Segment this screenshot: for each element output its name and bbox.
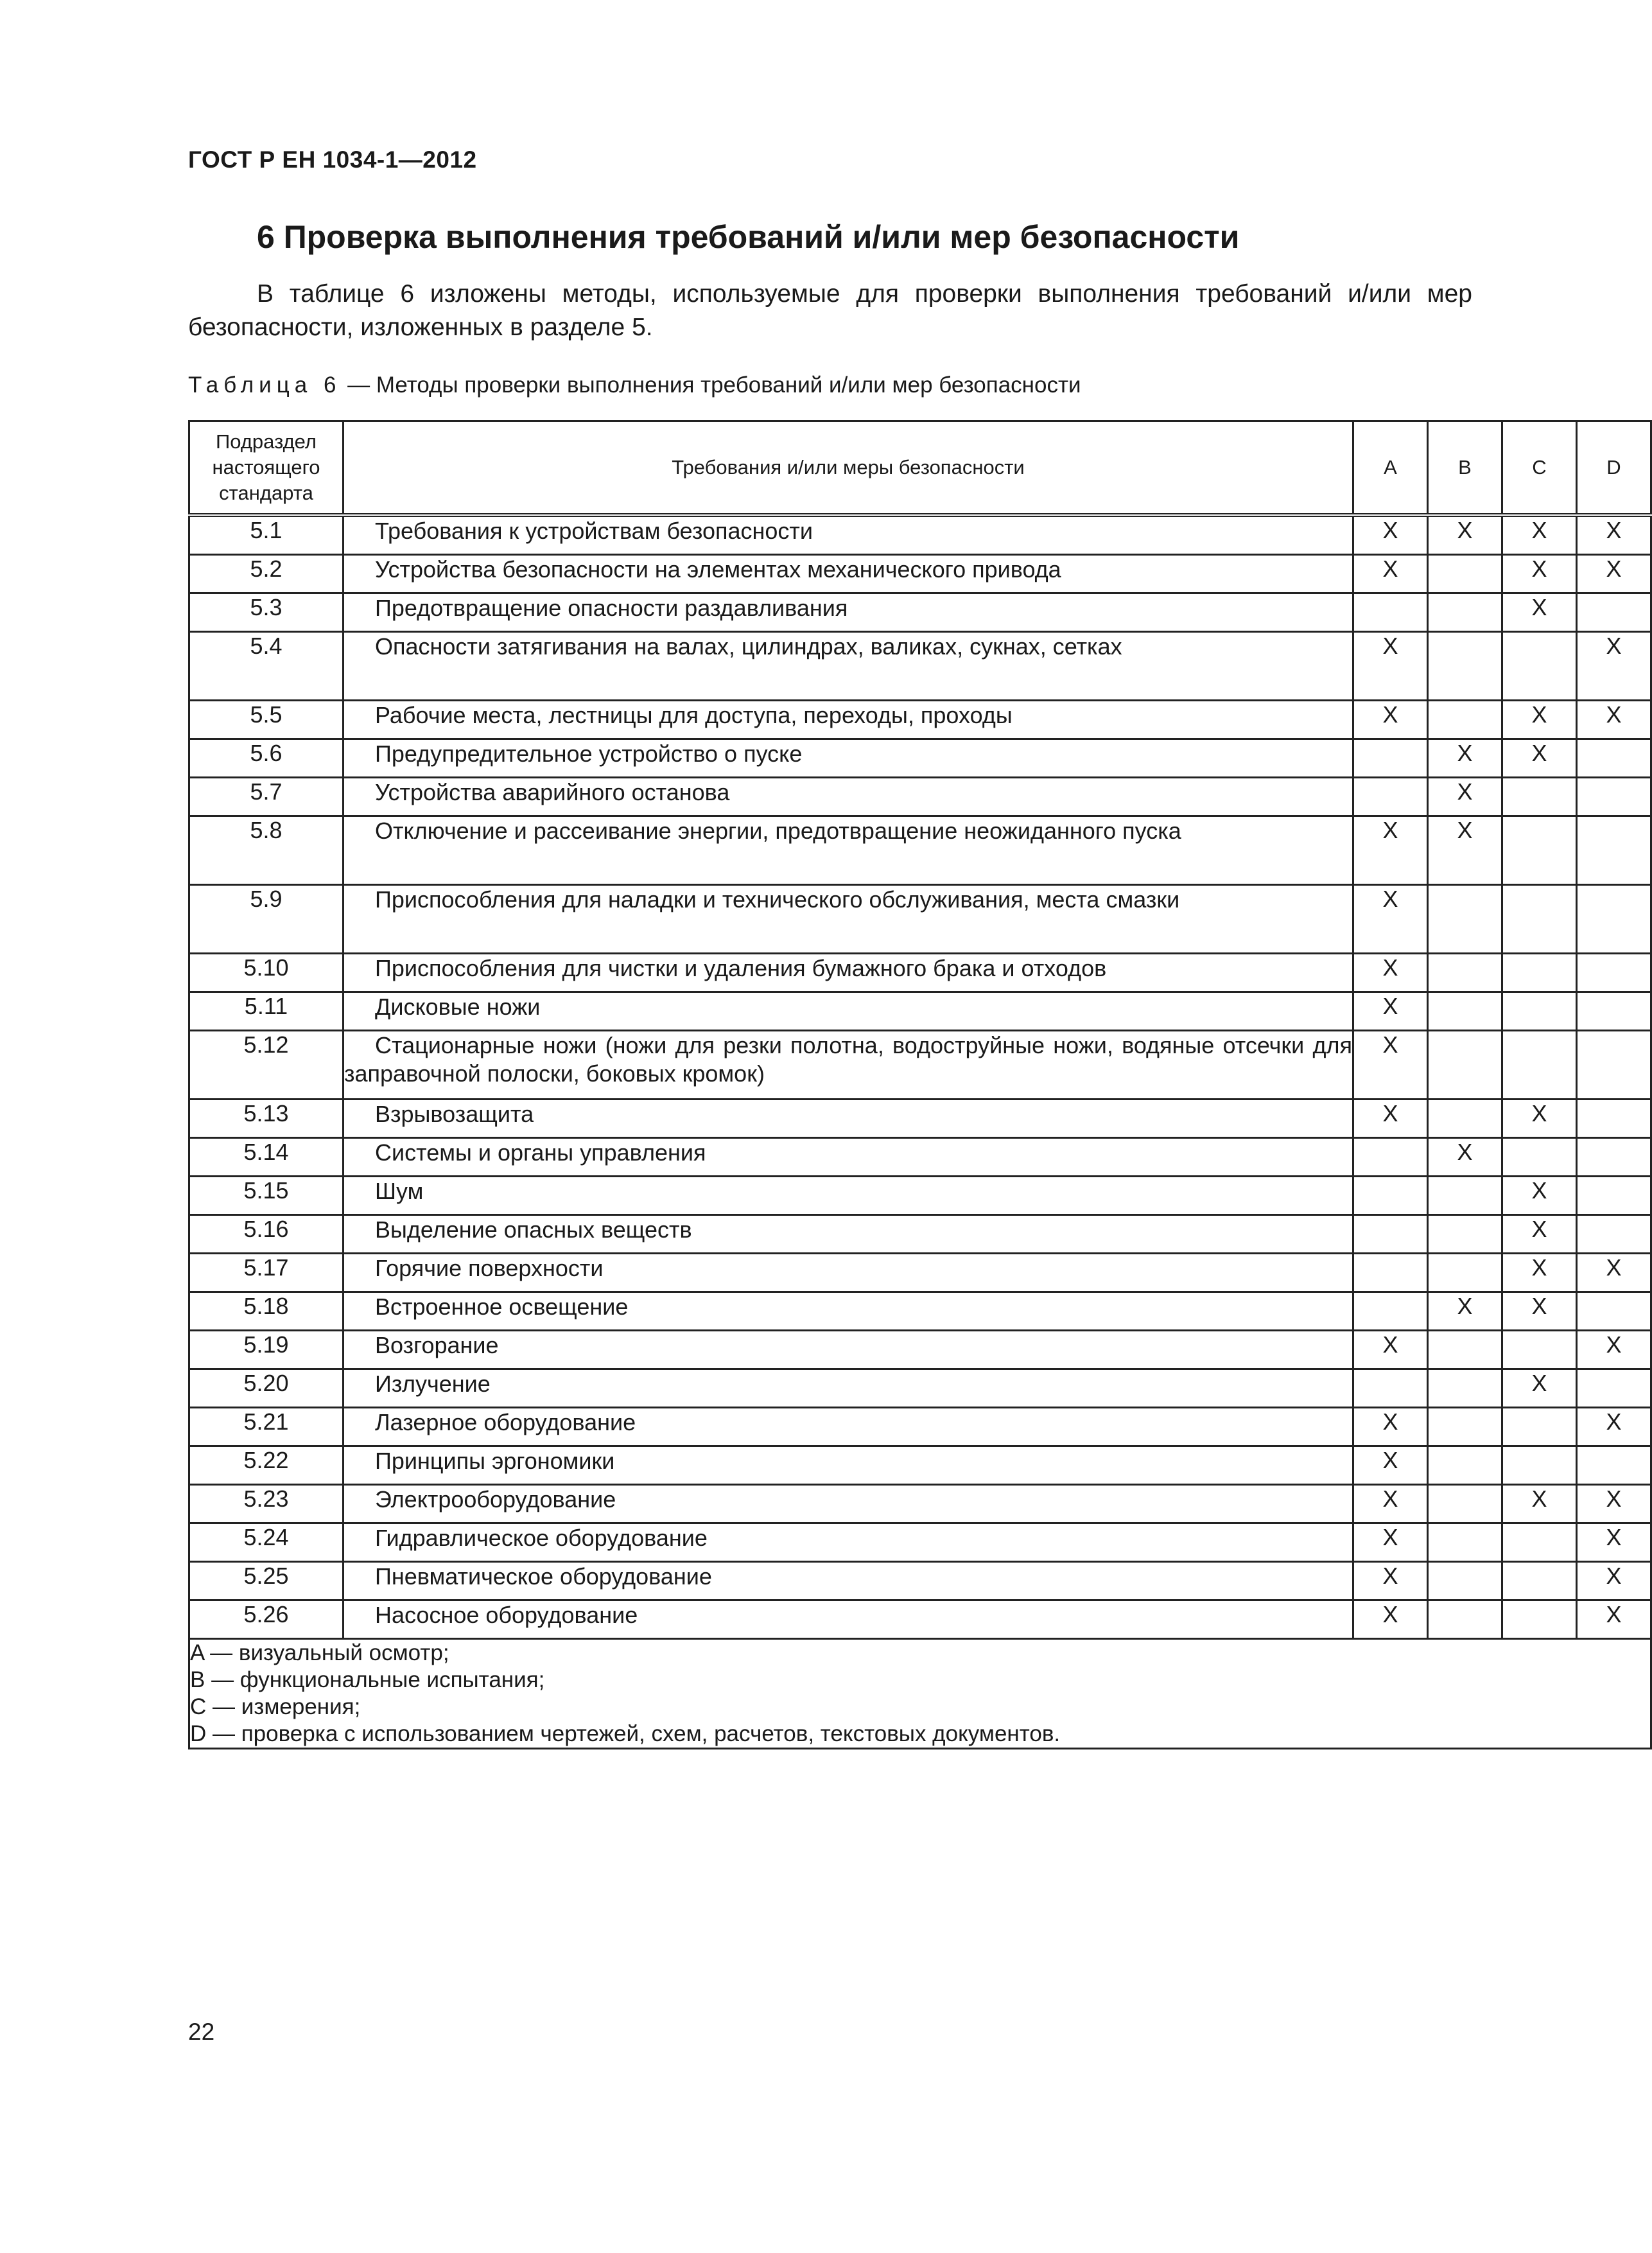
method-a-cell bbox=[1353, 778, 1428, 816]
table-caption bbox=[188, 373, 1081, 398]
subsection-cell: 5.3 bbox=[189, 593, 343, 632]
requirement-cell bbox=[343, 1100, 1353, 1138]
legend-item: D — проверка с использованием чертежей, схем, расчетов, текстовых документов. bbox=[190, 1721, 1061, 1746]
method-a-cell: X bbox=[1353, 701, 1428, 739]
subsection-cell: 5.16 bbox=[189, 1215, 343, 1254]
method-a-cell: X bbox=[1353, 1408, 1428, 1446]
method-d-cell: X bbox=[1577, 1331, 1651, 1369]
subsection-cell: 5.25 bbox=[189, 1562, 343, 1600]
requirement-text: Излучение bbox=[375, 1371, 491, 1397]
method-b-cell bbox=[1428, 555, 1502, 593]
requirement-cell bbox=[343, 1523, 1353, 1562]
method-a-cell bbox=[1353, 593, 1428, 632]
requirement-cell bbox=[343, 1215, 1353, 1254]
requirement-cell bbox=[343, 1446, 1353, 1485]
subsection-cell: 5.15 bbox=[189, 1177, 343, 1215]
method-c-cell: X bbox=[1502, 1254, 1577, 1292]
subsection-cell: 5.11 bbox=[189, 992, 343, 1031]
header-method-a: A bbox=[1353, 421, 1428, 516]
method-d-cell: X bbox=[1577, 555, 1651, 593]
subsection-cell: 5.9 bbox=[189, 885, 343, 954]
table-row bbox=[189, 632, 1651, 701]
requirement-text: Устройства аварийного останова bbox=[375, 779, 730, 805]
requirement-cell bbox=[343, 1138, 1353, 1177]
method-c-cell: X bbox=[1502, 593, 1577, 632]
method-a-cell: X bbox=[1353, 515, 1428, 555]
method-a-cell bbox=[1353, 1254, 1428, 1292]
method-b-cell: X bbox=[1428, 515, 1502, 555]
subsection-cell: 5.13 bbox=[189, 1100, 343, 1138]
method-b-cell bbox=[1428, 1177, 1502, 1215]
method-a-cell: X bbox=[1353, 632, 1428, 701]
requirement-text: Шум bbox=[375, 1178, 424, 1204]
requirement-cell bbox=[343, 885, 1353, 954]
method-d-cell bbox=[1577, 739, 1651, 778]
method-c-cell bbox=[1502, 1138, 1577, 1177]
method-c-cell bbox=[1502, 816, 1577, 885]
method-a-cell: X bbox=[1353, 1600, 1428, 1639]
table-row bbox=[189, 1369, 1651, 1408]
method-b-cell: X bbox=[1428, 1138, 1502, 1177]
table-row bbox=[189, 739, 1651, 778]
requirement-cell bbox=[343, 1600, 1353, 1639]
method-a-cell: X bbox=[1353, 1331, 1428, 1369]
requirement-cell bbox=[343, 1031, 1353, 1100]
table-row bbox=[189, 778, 1651, 816]
method-b-cell bbox=[1428, 1331, 1502, 1369]
subsection-cell: 5.4 bbox=[189, 632, 343, 701]
method-d-cell: X bbox=[1577, 1485, 1651, 1523]
document-code: ГОСТ Р ЕН 1034-1—2012 bbox=[188, 146, 477, 173]
table-row bbox=[189, 816, 1651, 885]
legend-item: C — измерения; bbox=[190, 1694, 361, 1719]
method-d-cell: X bbox=[1577, 1408, 1651, 1446]
table-row bbox=[189, 1138, 1651, 1177]
verification-methods-table bbox=[188, 420, 1652, 1749]
method-a-cell: X bbox=[1353, 1446, 1428, 1485]
method-a-cell: X bbox=[1353, 816, 1428, 885]
requirement-text: Насосное оборудование bbox=[375, 1602, 638, 1628]
requirement-text: Приспособления для чистки и удаления бумажного брака и отходов bbox=[375, 955, 1107, 981]
requirement-text: Лазерное оборудование bbox=[375, 1409, 636, 1435]
method-a-cell: X bbox=[1353, 954, 1428, 992]
table-row bbox=[189, 1177, 1651, 1215]
requirement-cell bbox=[343, 778, 1353, 816]
method-c-cell: X bbox=[1502, 1177, 1577, 1215]
table-row bbox=[189, 515, 1651, 555]
header-method-c: C bbox=[1502, 421, 1577, 516]
requirement-text: Электрооборудование bbox=[375, 1486, 616, 1512]
subsection-cell: 5.1 bbox=[189, 515, 343, 555]
method-c-cell bbox=[1502, 1446, 1577, 1485]
requirement-text: Принципы эргономики bbox=[375, 1448, 615, 1474]
requirement-cell bbox=[343, 632, 1353, 701]
method-b-cell bbox=[1428, 593, 1502, 632]
method-c-cell: X bbox=[1502, 555, 1577, 593]
requirement-text: Дисковые ножи bbox=[375, 994, 541, 1020]
requirement-cell bbox=[343, 1369, 1353, 1408]
requirement-text: Приспособления для наладки и технического обслуживания, места смазки bbox=[375, 886, 1180, 913]
method-d-cell: X bbox=[1577, 632, 1651, 701]
header-subsection: Подраздел настоящего стандарта bbox=[189, 421, 343, 516]
method-b-cell bbox=[1428, 1523, 1502, 1562]
method-a-cell bbox=[1353, 1177, 1428, 1215]
requirement-text: Взрывозащита bbox=[375, 1101, 534, 1127]
table-row bbox=[189, 954, 1651, 992]
requirement-cell bbox=[343, 515, 1353, 555]
legend-row bbox=[189, 1639, 1651, 1749]
table-row bbox=[189, 1446, 1651, 1485]
method-d-cell bbox=[1577, 1177, 1651, 1215]
method-c-cell: X bbox=[1502, 1292, 1577, 1331]
method-a-cell: X bbox=[1353, 885, 1428, 954]
method-d-cell bbox=[1577, 1369, 1651, 1408]
table-row bbox=[189, 1100, 1651, 1138]
intro-paragraph: В таблице 6 изложены методы, используемые для проверки выполнения требований и/или мер безопасности, изложенных в разделе 5. bbox=[188, 280, 1472, 341]
table-caption-label: Таблица 6 bbox=[188, 373, 342, 398]
method-b-cell bbox=[1428, 1600, 1502, 1639]
subsection-cell: 5.24 bbox=[189, 1523, 343, 1562]
subsection-cell: 5.14 bbox=[189, 1138, 343, 1177]
header-method-b: B bbox=[1428, 421, 1502, 516]
method-c-cell: X bbox=[1502, 701, 1577, 739]
table-row bbox=[189, 1600, 1651, 1639]
method-d-cell bbox=[1577, 778, 1651, 816]
method-b-cell bbox=[1428, 1446, 1502, 1485]
requirement-text: Отключение и рассеивание энергии, предотвращение неожиданного пуска bbox=[375, 818, 1181, 844]
method-c-cell: X bbox=[1502, 1369, 1577, 1408]
method-c-cell: X bbox=[1502, 739, 1577, 778]
method-a-cell: X bbox=[1353, 1562, 1428, 1600]
requirement-text: Предупредительное устройство о пуске bbox=[375, 741, 803, 767]
method-a-cell: X bbox=[1353, 1100, 1428, 1138]
method-a-cell: X bbox=[1353, 555, 1428, 593]
method-c-cell bbox=[1502, 885, 1577, 954]
method-c-cell bbox=[1502, 954, 1577, 992]
method-c-cell bbox=[1502, 1031, 1577, 1100]
table-row bbox=[189, 885, 1651, 954]
method-b-cell bbox=[1428, 1100, 1502, 1138]
method-a-cell: X bbox=[1353, 1523, 1428, 1562]
method-a-cell: X bbox=[1353, 992, 1428, 1031]
subsection-cell: 5.2 bbox=[189, 555, 343, 593]
requirement-cell bbox=[343, 1331, 1353, 1369]
requirement-text: Рабочие места, лестницы для доступа, переходы, проходы bbox=[375, 702, 1013, 728]
subsection-cell: 5.23 bbox=[189, 1485, 343, 1523]
method-b-cell bbox=[1428, 632, 1502, 701]
requirement-text: Пневматическое оборудование bbox=[375, 1563, 712, 1590]
method-d-cell bbox=[1577, 1446, 1651, 1485]
method-a-cell bbox=[1353, 1215, 1428, 1254]
method-b-cell bbox=[1428, 954, 1502, 992]
legend-cell bbox=[189, 1639, 1651, 1749]
method-c-cell bbox=[1502, 1600, 1577, 1639]
method-d-cell bbox=[1577, 593, 1651, 632]
method-c-cell bbox=[1502, 1331, 1577, 1369]
method-b-cell bbox=[1428, 701, 1502, 739]
method-d-cell bbox=[1577, 1215, 1651, 1254]
method-d-cell: X bbox=[1577, 701, 1651, 739]
requirement-text: Выделение опасных веществ bbox=[375, 1216, 692, 1243]
requirement-text: Устройства безопасности на элементах механического привода bbox=[375, 556, 1061, 583]
table-row bbox=[189, 701, 1651, 739]
subsection-cell: 5.26 bbox=[189, 1600, 343, 1639]
method-c-cell bbox=[1502, 1408, 1577, 1446]
subsection-cell: 5.7 bbox=[189, 778, 343, 816]
requirement-text: Гидравлическое оборудование bbox=[375, 1525, 708, 1551]
method-b-cell bbox=[1428, 885, 1502, 954]
table-row bbox=[189, 1562, 1651, 1600]
method-d-cell: X bbox=[1577, 1562, 1651, 1600]
subsection-cell: 5.8 bbox=[189, 816, 343, 885]
requirement-text: Встроенное освещение bbox=[375, 1293, 629, 1320]
subsection-cell: 5.19 bbox=[189, 1331, 343, 1369]
requirement-text: Горячие поверхности bbox=[375, 1255, 604, 1281]
table-row bbox=[189, 593, 1651, 632]
method-b-cell: X bbox=[1428, 816, 1502, 885]
method-d-cell: X bbox=[1577, 1600, 1651, 1639]
method-b-cell: X bbox=[1428, 778, 1502, 816]
table-row bbox=[189, 1254, 1651, 1292]
subsection-cell: 5.22 bbox=[189, 1446, 343, 1485]
table-row bbox=[189, 992, 1651, 1031]
requirement-cell bbox=[343, 739, 1353, 778]
table-row bbox=[189, 1408, 1651, 1446]
table-caption-text: — Методы проверки выполнения требований и/или мер безопасности bbox=[341, 373, 1081, 398]
method-b-cell bbox=[1428, 1369, 1502, 1408]
table-row bbox=[189, 1292, 1651, 1331]
method-c-cell bbox=[1502, 1523, 1577, 1562]
requirement-cell bbox=[343, 701, 1353, 739]
method-d-cell bbox=[1577, 816, 1651, 885]
method-d-cell bbox=[1577, 1031, 1651, 1100]
method-b-cell: X bbox=[1428, 1292, 1502, 1331]
legend-item: B — функциональные испытания; bbox=[190, 1667, 545, 1692]
requirement-cell bbox=[343, 992, 1353, 1031]
section-title: 6 Проверка выполнения требований и/или мер безопасности bbox=[257, 219, 1240, 255]
method-c-cell: X bbox=[1502, 515, 1577, 555]
method-d-cell bbox=[1577, 992, 1651, 1031]
requirement-cell bbox=[343, 593, 1353, 632]
method-c-cell bbox=[1502, 1562, 1577, 1600]
subsection-cell: 5.18 bbox=[189, 1292, 343, 1331]
method-d-cell: X bbox=[1577, 515, 1651, 555]
method-a-cell bbox=[1353, 1138, 1428, 1177]
method-b-cell: X bbox=[1428, 739, 1502, 778]
subsection-cell: 5.17 bbox=[189, 1254, 343, 1292]
requirement-cell bbox=[343, 1485, 1353, 1523]
page-number: 22 bbox=[188, 2019, 215, 2045]
subsection-cell: 5.20 bbox=[189, 1369, 343, 1408]
method-a-cell bbox=[1353, 1292, 1428, 1331]
subsection-cell: 5.21 bbox=[189, 1408, 343, 1446]
method-b-cell bbox=[1428, 1562, 1502, 1600]
method-a-cell bbox=[1353, 739, 1428, 778]
table-row bbox=[189, 1031, 1651, 1100]
requirement-cell bbox=[343, 1562, 1353, 1600]
method-d-cell: X bbox=[1577, 1523, 1651, 1562]
method-b-cell bbox=[1428, 1031, 1502, 1100]
table-row bbox=[189, 1215, 1651, 1254]
method-c-cell: X bbox=[1502, 1485, 1577, 1523]
requirement-text: Опасности затягивания на валах, цилиндрах, валиках, сукнах, сетках bbox=[375, 633, 1122, 660]
method-c-cell: X bbox=[1502, 1215, 1577, 1254]
method-d-cell bbox=[1577, 885, 1651, 954]
method-a-cell: X bbox=[1353, 1031, 1428, 1100]
method-c-cell bbox=[1502, 632, 1577, 701]
method-c-cell: X bbox=[1502, 1100, 1577, 1138]
method-c-cell bbox=[1502, 778, 1577, 816]
table-row bbox=[189, 1485, 1651, 1523]
header-requirement: Требования и/или меры безопасности bbox=[343, 421, 1353, 516]
method-a-cell: X bbox=[1353, 1485, 1428, 1523]
method-c-cell bbox=[1502, 992, 1577, 1031]
table-header-row bbox=[189, 421, 1651, 516]
subsection-cell: 5.10 bbox=[189, 954, 343, 992]
method-b-cell bbox=[1428, 992, 1502, 1031]
requirement-text: Возгорание bbox=[375, 1332, 499, 1358]
table-row bbox=[189, 1331, 1651, 1369]
method-d-cell bbox=[1577, 954, 1651, 992]
method-d-cell: X bbox=[1577, 1254, 1651, 1292]
method-b-cell bbox=[1428, 1215, 1502, 1254]
table-row bbox=[189, 1523, 1651, 1562]
method-b-cell bbox=[1428, 1485, 1502, 1523]
requirement-cell bbox=[343, 816, 1353, 885]
legend-item: A — визуальный осмотр; bbox=[190, 1640, 449, 1665]
requirement-cell bbox=[343, 1292, 1353, 1331]
requirement-text: Требования к устройствам безопасности bbox=[375, 518, 813, 544]
method-d-cell bbox=[1577, 1100, 1651, 1138]
subsection-cell: 5.12 bbox=[189, 1031, 343, 1100]
subsection-cell: 5.6 bbox=[189, 739, 343, 778]
requirement-text: Системы и органы управления bbox=[375, 1139, 706, 1166]
subsection-cell: 5.5 bbox=[189, 701, 343, 739]
requirement-cell bbox=[343, 1254, 1353, 1292]
header-method-d: D bbox=[1577, 421, 1651, 516]
requirement-text: Предотвращение опасности раздавливания bbox=[375, 595, 848, 621]
method-a-cell bbox=[1353, 1369, 1428, 1408]
method-d-cell bbox=[1577, 1138, 1651, 1177]
requirement-cell bbox=[343, 555, 1353, 593]
requirement-text: Стационарные ножи (ножи для резки полотна, водоструйные ножи, водяные отсечки для заправочной полоски, боковых кромок) bbox=[344, 1032, 1352, 1087]
method-b-cell bbox=[1428, 1254, 1502, 1292]
requirement-cell bbox=[343, 1177, 1353, 1215]
table-row bbox=[189, 555, 1651, 593]
method-d-cell bbox=[1577, 1292, 1651, 1331]
method-b-cell bbox=[1428, 1408, 1502, 1446]
requirement-cell bbox=[343, 1408, 1353, 1446]
requirement-cell bbox=[343, 954, 1353, 992]
